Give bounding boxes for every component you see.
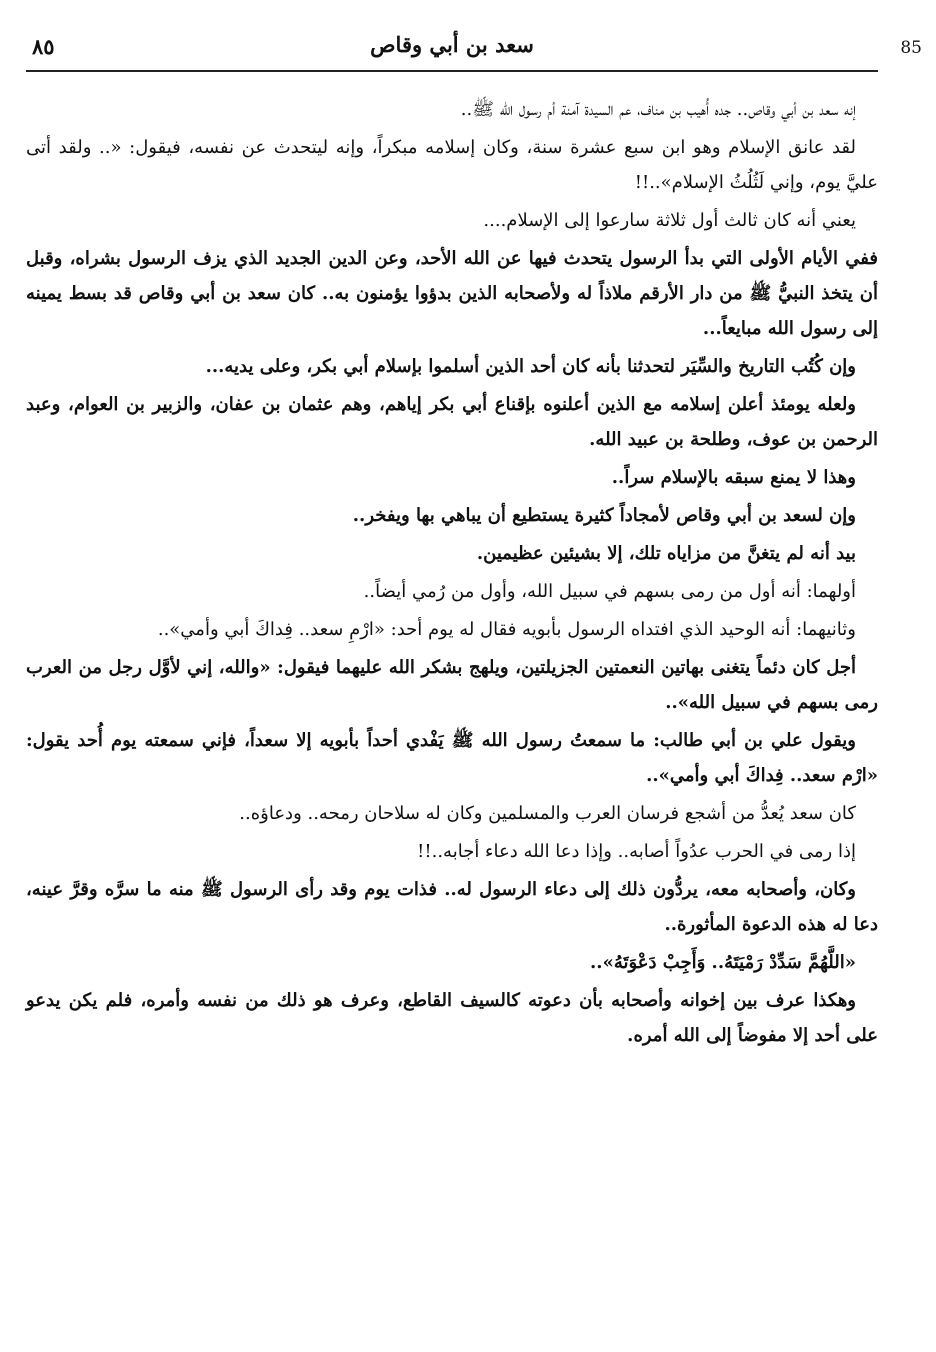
paragraph: وإن كُتُب التاريخ والسِّيَر لتحدثنا بأنه كان أحد الذين أسلموا بإسلام أبي بكر، وعلى يديه... — [205, 356, 856, 377]
page-body — [26, 92, 878, 1056]
paragraph: كان سعد يُعدُّ من أشجع فرسان العرب والمسلمين وكان له سلاحان رمحه.. ودعاؤه.. — [239, 803, 856, 824]
paragraph: أجل كان دئماً يتغنى بهاتين النعمتين الجزيلتين، ويلهج بشكر الله عليهما فيقول: «والله، إني لأوَّل رجل من العرب رمى بسهم في سبيل الله».. — [26, 657, 878, 713]
paragraph: إنه سعد بن أبي وقاص.. جده أُهيب بن مناف، عم السيدة آمنة أم رسول الله ﷺ.. — [460, 99, 856, 120]
paragraph: أولهما: أنه أول من رمى بسهم في سبيل الله، وأول من رُمي أيضاً.. — [363, 581, 856, 602]
paragraph: بيد أنه لم يتغنَّ من مزاياه تلك، إلا بشيئين عظيمين. — [476, 543, 856, 564]
page-number-latin: 85 — [900, 38, 922, 58]
paragraph: وهكذا عرف بين إخوانه وأصحابه بأن دعوته كالسيف القاطع، وعرف هو ذلك من نفسه وأمره، فلم يكن يدعو على أحد إلا مفوضاً إلى الله أمره. — [26, 990, 878, 1046]
page-header — [26, 30, 922, 72]
paragraph: ولعله يومئذ أعلن إسلامه مع الذين أعلنوه بإقناع أبي بكر إياهم، وهم عثمان بن عفان، والزبير بن العوام، وعبد الرحمن بن عوف، وطلحة بن عبيد الله. — [26, 394, 878, 450]
paragraph: إذا رمى في الحرب عدُواً أصابه.. وإذا دعا الله دعاء أجابه..!! — [417, 841, 856, 862]
paragraph: ففي الأيام الأولى التي بدأ الرسول يتحدث فيها عن الله الأحد، وعن الدين الجديد الذي يزف الرسول بشراه، وقبل أن يتخذ النبيُّ ﷺ من دار الأرقم ملاذاً له ولأصحابه الذين بدؤوا يؤمنون به.. كان سعد بن أبي وقاص قد بسط يمينه إلى رسول الله مبايعاً... — [26, 248, 878, 339]
paragraph: يعني أنه كان ثالث أول ثلاثة سارعوا إلى الإسلام.... — [483, 210, 856, 231]
paragraph: وإن لسعد بن أبي وقاص لأمجاداً كثيرة يستطيع أن يباهي بها ويفخر.. — [352, 505, 856, 526]
paragraph: لقد عانق الإسلام وهو ابن سبع عشرة سنة، وكان إسلامه مبكراً، وإنه ليتحدث عن نفسه، فيقول: «.. ولقد أتى عليَّ يوم، وإني لَثُلُثُ الإسلام»..!! — [26, 137, 878, 193]
paragraph: ويقول علي بن أبي طالب: ما سمعتُ رسول الله ﷺ يَفْدي أحداً بأبويه إلا سعداً، فإني سمعته يوم أُحد يقول: «ارْم سعد.. فِداكَ أبي وأمي».. — [26, 730, 878, 786]
paragraph: وثانيهما: أنه الوحيد الذي افتداه الرسول بأبويه فقال له يوم أحد: «ارْمِ سعد.. فِداكَ أبي وأمي».. — [157, 619, 856, 640]
paragraph: وهذا لا يمنع سبقه بالإسلام سراً.. — [611, 467, 856, 488]
running-title: سعد بن أبي وقاص — [370, 32, 534, 57]
page-number-arabic: ٨٥ — [32, 34, 55, 59]
prayer-quote: «اللَّهُمَّ سَدِّدْ رَمْيَتَهُ.. وَأَجِبْ دَعْوَتَهُ».. — [590, 952, 856, 973]
paragraph: وكان، وأصحابه معه، يردُّون ذلك إلى دعاء الرسول له.. فذات يوم وقد رأى الرسول ﷺ منه ما سرَّه وقرَّ عينه، دعا له هذه الدعوة المأثورة.. — [26, 879, 878, 935]
